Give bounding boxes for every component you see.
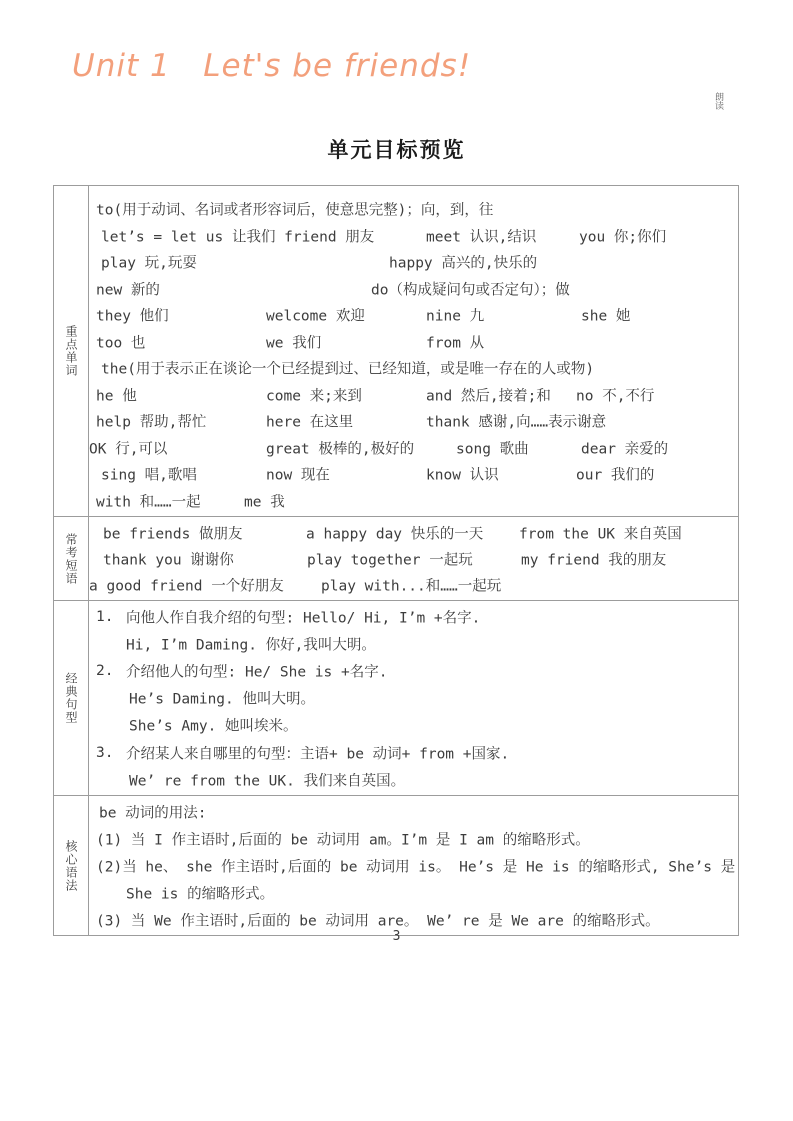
text-line <box>89 657 738 684</box>
table-section-phrases <box>54 516 738 600</box>
text-segment: a good friend 一个好朋友 <box>89 578 284 595</box>
text-segment: here 在这里 <box>266 414 354 431</box>
text-segment: dear 亲爱的 <box>581 441 669 458</box>
text-segment: now 现在 <box>266 467 330 484</box>
text-segment: She’s Amy. 她叫埃米。 <box>129 718 298 735</box>
text-segment: 2. <box>96 662 114 679</box>
text-line <box>89 461 738 488</box>
text-segment: OK 行,可以 <box>89 441 168 458</box>
table-section-grammar <box>54 795 738 935</box>
text-segment: you 你;你们 <box>579 229 667 246</box>
text-segment: welcome 欢迎 <box>266 308 365 325</box>
text-segment: happy 高兴的,快乐的 <box>389 255 538 272</box>
text-line <box>89 603 738 630</box>
text-segment: we 我们 <box>266 335 322 352</box>
text-segment: 向他人作自我介绍的句型: Hello/ Hi, I’m +名字. <box>126 610 481 627</box>
text-line <box>89 739 738 766</box>
text-line <box>89 520 738 546</box>
text-segment: do（构成疑问句或否定句）；做 <box>371 282 570 299</box>
text-segment: she 她 <box>581 308 631 325</box>
section-label-sentences: 经典句型 <box>54 601 89 795</box>
text-segment: let’s = let us 让我们 friend 朋友 <box>101 229 375 246</box>
text-segment: meet 认识,结识 <box>426 229 537 246</box>
text-line <box>89 630 738 657</box>
text-segment: my friend 我的朋友 <box>521 552 667 569</box>
text-line <box>89 196 738 223</box>
text-line <box>89 435 738 462</box>
text-segment: a happy day 快乐的一天 <box>306 526 484 543</box>
text-segment: (2)当 he、 she 作主语时,后面的 be 动词用 is。 He’s 是 He is 的缩略形式, She’s 是 <box>96 859 736 876</box>
text-segment: We’ re from the UK. 我们来自英国。 <box>129 773 406 790</box>
text-segment: be friends 做朋友 <box>103 526 243 543</box>
text-segment: help 帮助,帮忙 <box>96 414 207 431</box>
section-label-grammar: 核心语法 <box>54 796 89 935</box>
section-label-phrases: 常考短语 <box>54 517 89 600</box>
text-segment: thank you 谢谢你 <box>103 552 234 569</box>
text-segment: thank 感谢,向……表示谢意 <box>426 414 607 431</box>
text-segment: he 他 <box>96 388 137 405</box>
text-segment: play together 一起玩 <box>307 552 473 569</box>
text-segment: too 也 <box>96 335 146 352</box>
text-line <box>89 223 738 250</box>
text-segment: our 我们的 <box>576 467 655 484</box>
section-content <box>89 601 738 795</box>
text-segment: know 认识 <box>426 467 499 484</box>
text-line <box>89 766 738 793</box>
text-line <box>89 712 738 739</box>
text-line <box>89 276 738 303</box>
read-aloud-button[interactable]: 朗读 <box>713 92 723 110</box>
text-line <box>89 488 738 515</box>
text-segment: new 新的 <box>96 282 160 299</box>
page-number: 3 <box>392 929 401 944</box>
text-segment: 介绍他人的句型: He/ She is +名字. <box>126 664 388 681</box>
text-segment: with 和……一起 <box>96 494 201 511</box>
text-segment: great 极棒的,极好的 <box>266 441 415 458</box>
text-segment: She is 的缩略形式。 <box>126 886 275 903</box>
text-line <box>89 408 738 435</box>
text-segment: from 从 <box>426 335 485 352</box>
text-line <box>89 546 738 572</box>
text-line <box>89 879 738 906</box>
text-segment: (3) 当 We 作主语时,后面的 be 动词用 are。 We’ re 是 We are 的缩略形式。 <box>96 913 660 930</box>
text-segment: (1) 当 I 作主语时,后面的 be 动词用 am。I’m 是 I am 的缩略形式。 <box>96 832 590 849</box>
text-segment: and 然后,接着;和 <box>426 388 551 405</box>
text-line <box>89 355 738 382</box>
text-segment: 1. <box>96 608 114 625</box>
text-segment: the(用于表示正在谈论一个已经提到过、已经知道，或是唯一存在的人或物) <box>101 361 595 378</box>
text-line <box>89 852 738 879</box>
section-content <box>89 796 738 935</box>
text-line <box>89 572 738 598</box>
text-segment: to(用于动词、名词或者形容词后，使意思完整)；向，到，往 <box>96 202 494 219</box>
text-segment: song 歌曲 <box>456 441 529 458</box>
preview-table <box>53 185 739 936</box>
text-line <box>89 302 738 329</box>
text-line <box>89 329 738 356</box>
text-segment: no 不,不行 <box>576 388 655 405</box>
text-segment: Hi, I’m Daming. 你好,我叫大明。 <box>126 637 376 654</box>
page-heading: 单元目标预览 <box>327 138 466 162</box>
text-segment: play 玩,玩耍 <box>101 255 197 272</box>
text-segment: me 我 <box>244 494 285 511</box>
text-line <box>89 685 738 712</box>
text-segment: He’s Daming. 他叫大明。 <box>129 691 315 708</box>
text-segment: 3. <box>96 744 114 761</box>
text-segment: sing 唱,歌唱 <box>101 467 197 484</box>
section-content <box>89 517 738 600</box>
section-content <box>89 186 738 516</box>
text-line <box>89 825 738 852</box>
text-line <box>89 382 738 409</box>
text-line <box>89 249 738 276</box>
text-segment: be 动词的用法: <box>99 805 207 822</box>
table-section-sentences <box>54 600 738 795</box>
text-segment: from the UK 来自英国 <box>519 526 682 543</box>
section-label-key-words: 重点单词 <box>54 186 89 516</box>
text-segment: they 他们 <box>96 308 169 325</box>
text-segment: come 来;来到 <box>266 388 362 405</box>
text-segment: play with...和……一起玩 <box>321 578 502 595</box>
text-segment: nine 九 <box>426 308 485 325</box>
text-line <box>89 798 738 825</box>
text-segment: 介绍某人来自哪里的句型：主语+ be 动词+ from +国家. <box>126 746 510 763</box>
unit-title: Unit 1 Let's be friends! <box>72 48 472 84</box>
table-section-key-words <box>54 186 738 516</box>
